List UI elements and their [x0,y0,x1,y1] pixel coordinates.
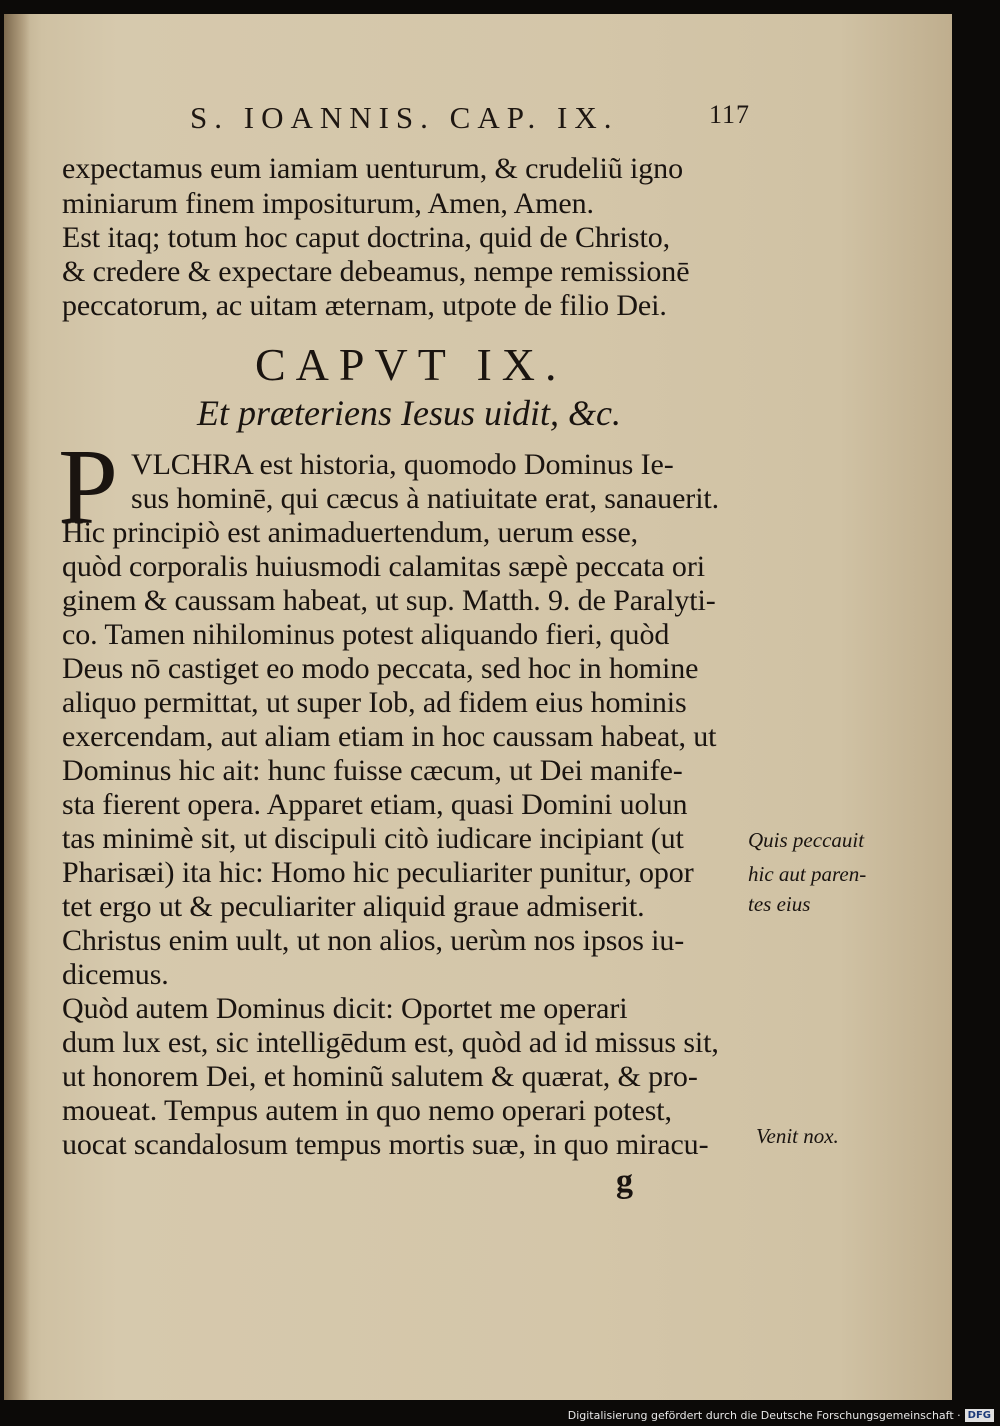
marginal-note: hic aut paren- [748,862,867,886]
running-head-title: S. IOANNIS. CAP. IX. [190,100,619,135]
text-line: quòd corporalis huiusmodi calamitas sæpè peccata ori [62,550,705,583]
text-line: Est itaq; totum hoc caput doctrina, quid de Christo, [62,221,671,254]
text-line: ginem & caussam habeat, ut sup. Matth. 9. de Paralyti- [62,584,716,617]
dfg-logo: DFG [965,1409,994,1422]
text-line: peccatorum, ac uitam æternam, utpote de filio Dei. [62,289,667,322]
text-line: co. Tamen nihilominus potest aliquando fieri, quòd [62,618,670,651]
page-gutter-shadow [4,14,30,1400]
chapter-subtitle: Et præteriens Iesus uidit, &c. [197,393,621,433]
marginal-note: Quis peccauit [748,828,865,852]
text-line: Deus nō castiget eo modo peccata, sed hoc in homine [62,652,699,685]
text-line: aliquo permittat, ut super Iob, ad fidem eius hominis [62,686,687,719]
text-line: dum lux est, sic intelligēdum est, quòd ad id missus sit, [62,1026,719,1059]
text-line: tas minimè sit, ut discipuli citò iudicare incipiant (ut [62,822,684,855]
text-line: moueat. Tempus autem in quo nemo operari potest, [62,1094,672,1127]
text-line: tet ergo ut & peculiariter aliquid graue admiserit. [62,890,645,923]
chapter-heading: CAPVT IX. [255,339,567,390]
running-head [190,100,750,140]
digitization-credit [568,1409,994,1422]
marginal-note: tes eius [748,892,811,916]
text-line: expectamus eum iamiam uenturum, & crudeliũ igno [62,152,683,185]
credit-text: Digitalisierung gefördert durch die Deutsche Forschungsgemeinschaft · [567,1409,961,1422]
text-line: Dominus hic ait: hunc fuisse cæcum, ut Dei manife- [62,754,683,787]
text-line: Hic principiò est animaduertendum, uerum esse, [62,516,639,549]
text-line: sus hominē, qui cæcus à natiuitate erat, sanauerit. [131,482,720,515]
page-number: 117 [708,100,750,129]
text-line: uocat scandalosum tempus mortis suæ, in quo miracu- [62,1128,709,1161]
marginal-note: Venit nox. [756,1124,839,1148]
text-line: sta fierent opera. Apparet etiam, quasi Domini uolun [62,788,688,821]
text-line: Christus enim uult, ut non alios, uerùm nos ipsos iu- [62,924,685,957]
text-line: Pharisæi) ita hic: Homo hic peculiariter punitur, opor [62,856,694,889]
text-line: ut honorem Dei, et hominũ salutem & quærat, & pro- [62,1060,698,1093]
signature-mark: g [616,1163,633,1200]
text-line: VLCHRA est historia, quomodo Dominus Ie- [131,448,674,481]
text-line: miniarum finem impositurum, Amen, Amen. [62,187,594,220]
text-line: & credere & expectare debeamus, nempe remissionē [62,255,690,288]
text-line: Quòd autem Dominus dicit: Oportet me operari [62,992,628,1025]
text-line: exercendam, aut aliam etiam in hoc caussam habeat, ut [62,720,717,753]
text-line: dicemus. [62,958,169,991]
drop-capital: P [58,428,119,547]
